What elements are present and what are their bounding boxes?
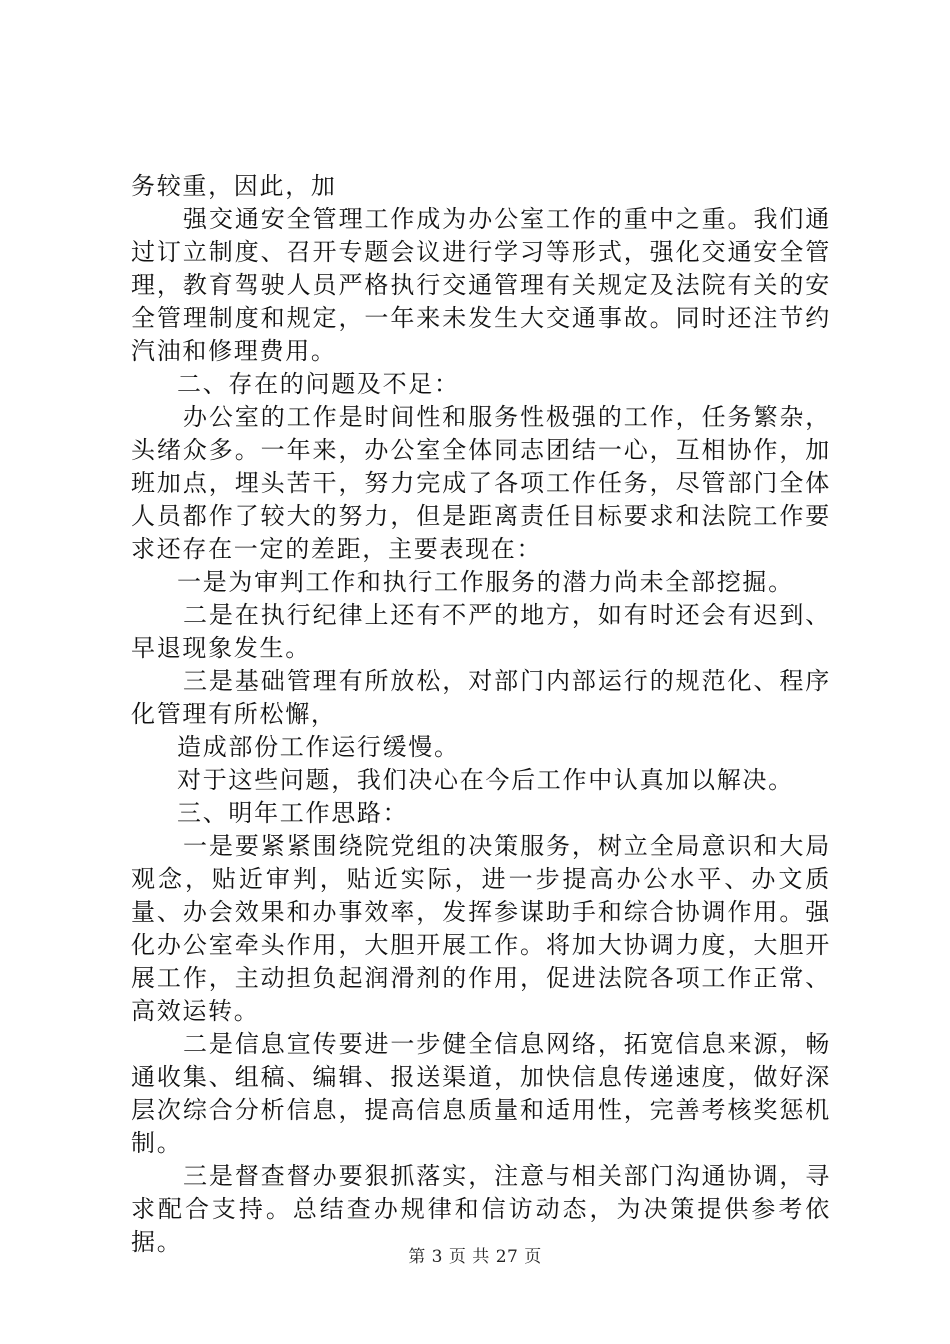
list-item: 二是在执行纪律上还有不严的地方，如有时还会有迟到、早退现象发生。 [131, 601, 831, 662]
paragraph: 造成部份工作运行缓慢。 [177, 733, 460, 761]
document-body [131, 170, 831, 1259]
list-item: 一是为审判工作和执行工作服务的潜力尚未全部挖掘。 [177, 568, 794, 596]
list-item: 三是督查督办要狠抓落实，注意与相关部门沟通协调，寻求配合支持。总结查办规律和信访动态，为决策提供参考依据。 [131, 1162, 831, 1256]
list-item: 三是基础管理有所放松，对部门内部运行的规范化、程序化管理有所松懈， [131, 667, 831, 728]
paragraph: 对于这些问题，我们决心在今后工作中认真加以解决。 [177, 766, 794, 794]
page-number-footer: 第 3 页 共 27 页 [408, 1247, 542, 1267]
section-heading: 二、存在的问题及不足： [177, 370, 460, 398]
section-heading: 三、明年工作思路： [177, 799, 409, 827]
paragraph: 办公室的工作是时间性和服务性极强的工作，任务繁杂，头绪众多。一年来，办公室全体同志团结一心，互相协作，加班加点，埋头苦干，努力完成了各项工作任务，尽管部门全体人员都作了较大的努力，但是距离责任目标要求和法院工作要求还存在一定的差距，主要表现在： [131, 403, 831, 563]
list-item: 二是信息宣传要进一步健全信息网络，拓宽信息来源，畅通收集、组稿、编辑、报送渠道，加快信息传递速度，做好深层次综合分析信息，提高信息质量和适用性，完善考核奖惩机制。 [131, 1030, 831, 1157]
paragraph: 务较重，因此，加 [131, 172, 337, 200]
paragraph: 强交通安全管理工作成为办公室工作的重中之重。我们通过订立制度、召开专题会议进行学习等形式，强化交通安全管理，教育驾驶人员严格执行交通管理有关规定及法院有关的安全管理制度和规定，一年来未发生大交通事故。同时还注节约汽油和修理费用。 [131, 205, 831, 365]
list-item: 一是要紧紧围绕院党组的决策服务，树立全局意识和大局观念，贴近审判，贴近实际，进一步提高办公水平、办文质量、办会效果和办事效率，发挥参谋助手和综合协调作用。强化办公室牵头作用，大胆开展工作。将加大协调力度，大胆开展工作，主动担负起润滑剂的作用，促进法院各项工作正常、高效运转。 [131, 832, 831, 1025]
